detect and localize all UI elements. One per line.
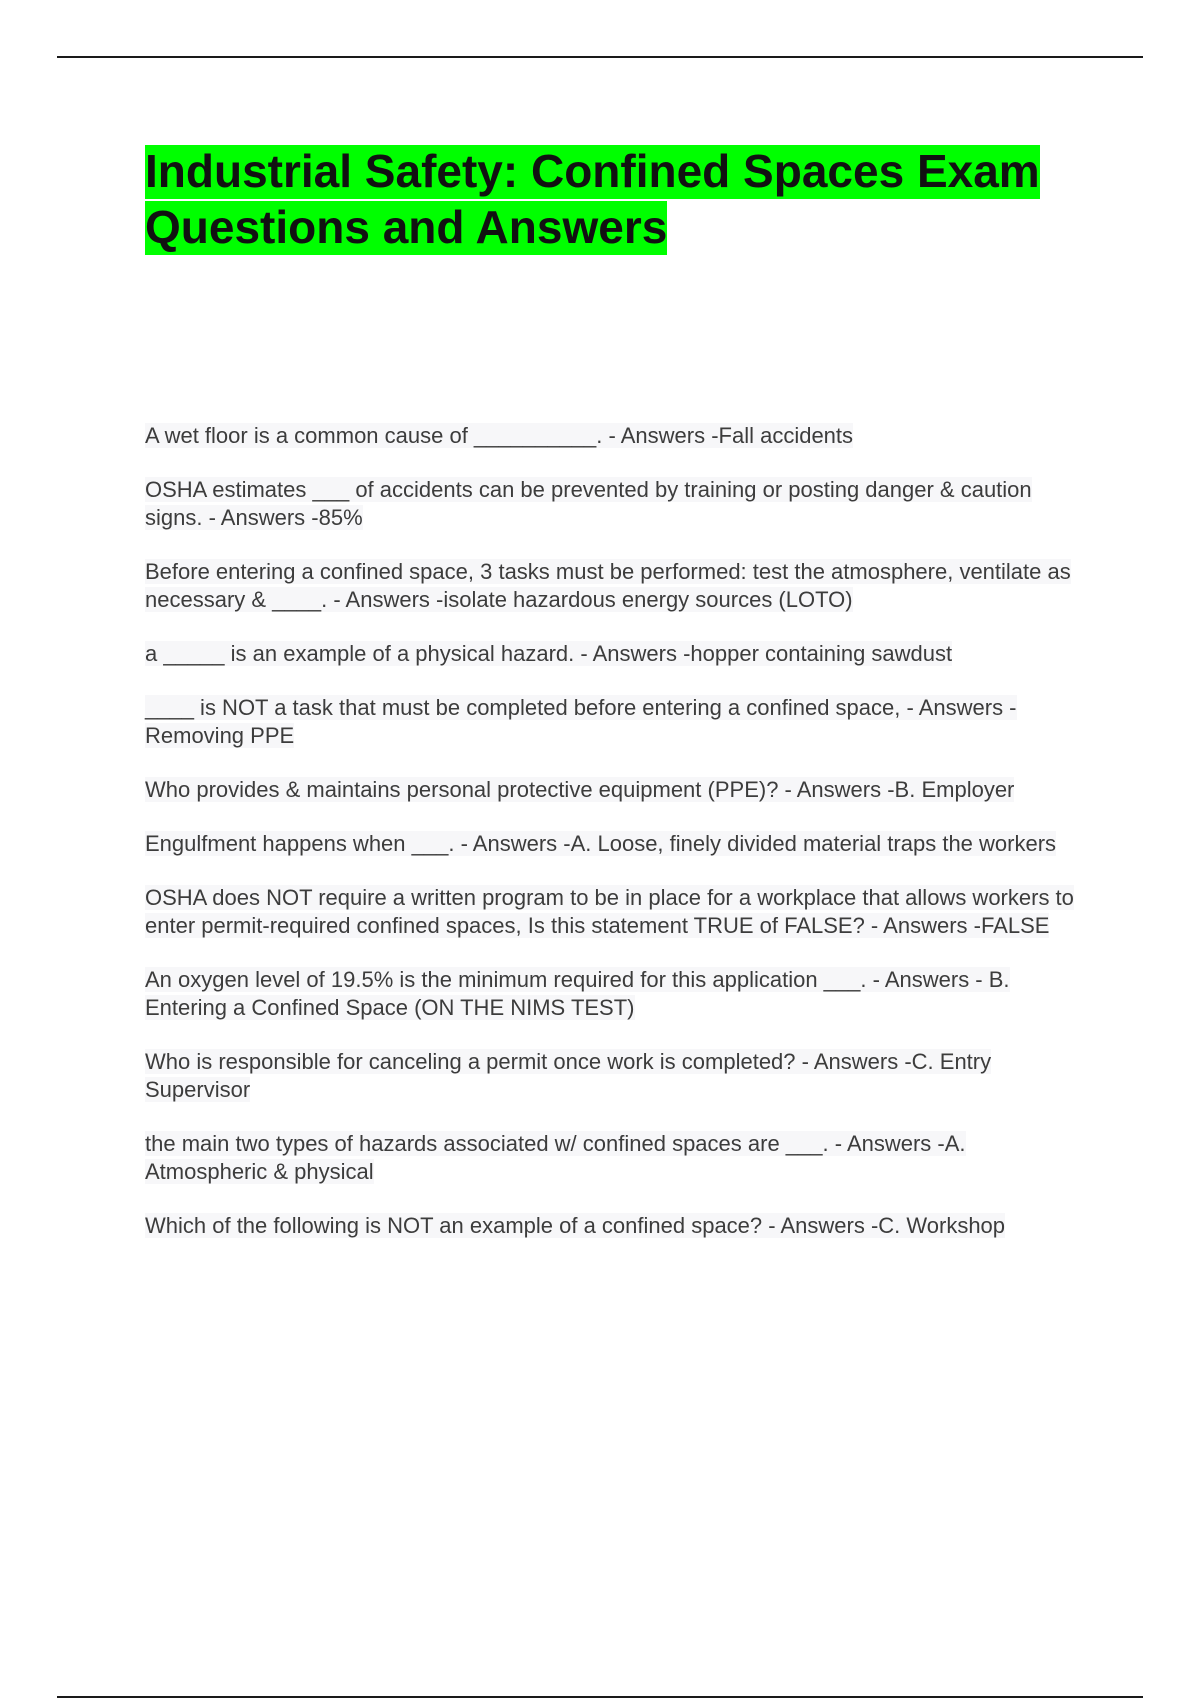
- qa-item-text: Which of the following is NOT an example of a confined space? - Answers -C. Workshop: [145, 1213, 1006, 1238]
- qa-item-text: Engulfment happens when ___. - Answers -A. Loose, finely divided material traps the workers: [145, 831, 1057, 856]
- qa-item-text: Before entering a confined space, 3 tasks must be performed: test the atmosphere, ventilate as necessary & ____. - Answers -isolate hazardous energy sources (LOTO): [145, 559, 1071, 612]
- qa-item: [145, 640, 1080, 668]
- qa-item-text: a _____ is an example of a physical hazard. - Answers -hopper containing sawdust: [145, 641, 953, 666]
- qa-item-text: OSHA does NOT require a written program to be in place for a workplace that allows workers to enter permit-required confined spaces, Is this statement TRUE of FALSE? - Answers -FALSE: [145, 885, 1074, 938]
- qa-item: [145, 966, 1080, 1022]
- qa-item-text: the main two types of hazards associated w/ confined spaces are ___. - Answers -A. Atmospheric & physical: [145, 1131, 966, 1184]
- document-title-text: Industrial Safety: Confined Spaces Exam Questions and Answers: [145, 145, 1040, 253]
- qa-item-text: An oxygen level of 19.5% is the minimum required for this application ___. - Answers - B. Entering a Confined Space (ON THE NIMS TEST): [145, 967, 1010, 1020]
- top-divider: [57, 56, 1143, 58]
- qa-list: [145, 422, 1080, 1266]
- qa-item-text: A wet floor is a common cause of __________. - Answers -Fall accidents: [145, 423, 854, 448]
- qa-item-text: OSHA estimates ___ of accidents can be prevented by training or posting danger & caution signs. - Answers -85%: [145, 477, 1032, 530]
- qa-item-text: Who is responsible for canceling a permit once work is completed? - Answers -C. Entry Supervisor: [145, 1049, 992, 1102]
- qa-item-text: ____ is NOT a task that must be completed before entering a confined space, - Answers -Removing PPE: [145, 695, 1017, 748]
- qa-item: [145, 476, 1080, 532]
- qa-item: [145, 1130, 1080, 1186]
- bottom-divider: [57, 1696, 1143, 1698]
- qa-item: [145, 422, 1080, 450]
- qa-item: [145, 558, 1080, 614]
- qa-item: [145, 694, 1080, 750]
- qa-item: [145, 1048, 1080, 1104]
- qa-item: [145, 776, 1080, 804]
- qa-item: [145, 1212, 1080, 1240]
- document-title: [145, 143, 1085, 255]
- qa-item: [145, 830, 1080, 858]
- qa-item: [145, 884, 1080, 940]
- qa-item-text: Who provides & maintains personal protective equipment (PPE)? - Answers -B. Employer: [145, 777, 1015, 802]
